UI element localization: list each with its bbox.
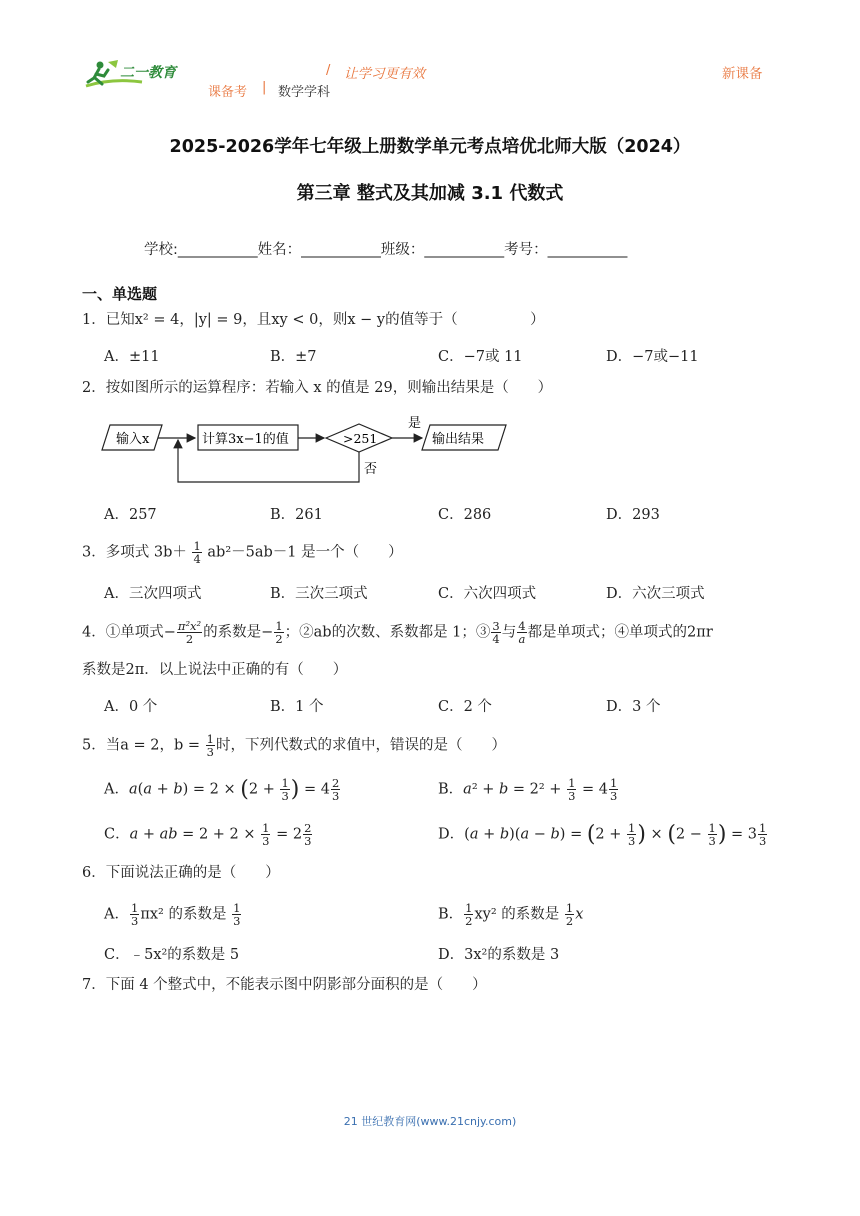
flow-no-label: 否	[364, 462, 378, 477]
q5-text-post: 时，下列代数式的求值中，错误的是（ ）	[215, 737, 506, 754]
question-6	[82, 863, 280, 883]
flow-output-label: 输出结果	[432, 432, 485, 447]
q3-option-a: A．三次四项式	[104, 586, 202, 602]
question-text: 已知x² = 4，|y| = 9，且xy < 0，则x − y的值等于（ ）	[105, 312, 545, 328]
question-text-post: ab²－5ab－1 是一个（ ）	[207, 544, 403, 561]
q5-option-a: A．a(a + b) = 2 × (2 + $\frac{1}{3}$ ) = 4 $\frac{2}{3}$	[104, 776, 340, 803]
q4-option-a: A．0 个	[104, 699, 158, 715]
question-number: 3．	[82, 544, 106, 561]
q4-option-b: B．1 个	[270, 699, 324, 715]
flow-input-label: 输入x	[116, 432, 150, 447]
fraction: $\frac{1}{2}$	[275, 619, 283, 646]
q1-option-d: D．−7或−11	[606, 349, 699, 365]
question-1	[82, 310, 545, 330]
q6-option-c: C．﹣5x²的系数是 5	[104, 947, 240, 963]
q3-option-c: C．六次四项式	[438, 586, 537, 602]
page-footer: 21 世纪教育网(www.21cnjy.com)	[343, 1115, 517, 1128]
q2-option-c: C．286	[438, 507, 492, 523]
header-tag-corner: 新课备	[722, 66, 763, 82]
doc-subtitle: 第三章 整式及其加减 3.1 代数式	[296, 183, 564, 204]
flow-yes-label: 是	[408, 416, 422, 431]
question-number: 1．	[82, 312, 106, 328]
q1-option-b: B．±7	[270, 349, 317, 365]
student-info-line: 学校:___________姓名：___________班级：___________考号：___________	[144, 242, 628, 258]
q5-option-c: C．a + ab = 2 + 2 × $\frac{1}{3}$ = 2 $\frac{2}{3}$	[104, 821, 312, 848]
fraction: $\frac{\text{π²x²}}{2}$	[177, 619, 202, 646]
flowchart-diagram	[100, 410, 520, 486]
question-number: 7．	[82, 977, 106, 993]
q4-text-e: 都是单项式；④单项式的2πr	[527, 624, 713, 641]
question-text: 按如图所示的运算程序：若输入 x 的值是 29，则输出结果是（ ）	[105, 380, 553, 396]
fraction: $\frac{1}{4}$	[193, 539, 201, 566]
section-heading: 一、单选题	[82, 285, 158, 303]
q6-option-a: A． $\frac{1}{3}$ πx² 的系数是 $\frac{1}{3}$	[104, 901, 241, 928]
header-tag-left: 课备考	[208, 85, 248, 100]
logo-text: 二一教育	[120, 65, 176, 81]
q5-option-d: D．(a + b)(a − b) = (2 + $\frac{1}{3}$ ) × (2 − $\frac{1}{3}$ ) = 3 $\frac{1}{3}$	[438, 821, 767, 848]
q2-option-b: B．261	[270, 507, 323, 523]
question-number: 4．	[82, 624, 106, 641]
q4-text-b: 的系数是−	[203, 624, 274, 641]
q3-option-b: B．三次三项式	[270, 586, 368, 602]
q4-option-d: D．3 个	[606, 699, 661, 715]
q2-option-d: D．293	[606, 507, 660, 523]
q6-option-b: B． $\frac{1}{2}$ xy² 的系数是 $\frac{1}{2}$ x	[438, 901, 584, 928]
doc-title: 2025-2026学年七年级上册数学单元考点培优北师大版（2024）	[169, 137, 691, 157]
fraction: $\frac{3}{4}$	[492, 619, 500, 646]
question-text-pre: 多项式 3b＋	[105, 544, 187, 561]
header-tag-right: 数学学科	[278, 85, 331, 100]
question-number: 5．	[82, 737, 106, 754]
q4-option-c: C．2 个	[438, 699, 492, 715]
q4-text-d: 与	[501, 624, 517, 641]
question-number: 2．	[82, 380, 106, 396]
q1-option-c: C．−7或 11	[438, 349, 523, 365]
q6-option-d: D．3x²的系数是 3	[438, 947, 560, 963]
q2-option-a: A．257	[104, 507, 157, 523]
question-5	[82, 733, 506, 758]
flowchart	[100, 410, 520, 486]
question-4	[82, 620, 713, 645]
q4-text-c: ；②ab的次数、系数都是 1；③	[284, 624, 491, 641]
header-slogan: 让学习更有效	[344, 66, 425, 82]
question-text: 下面说法正确的是（ ）	[105, 865, 280, 881]
q3-option-d: D．六次三项式	[606, 586, 705, 602]
q1-option-a: A．±11	[104, 349, 160, 365]
question-4-line2: 系数是2π．以上说法中正确的有（ ）	[82, 662, 348, 678]
q5-text-pre: 当a = 2，b =	[105, 737, 205, 754]
header-divider-slash: /	[326, 63, 331, 78]
question-number: 6．	[82, 865, 106, 881]
q4-text-a: ①单项式−	[105, 624, 176, 641]
fraction: $\frac{1}{3}$	[206, 732, 214, 759]
q5-option-b: B．a² + b = 2² + $\frac{1}{3}$ = 4 $\frac{1}{3}$	[438, 776, 618, 803]
flow-calc-label: 计算3x−1的值	[202, 432, 289, 447]
question-7	[82, 975, 487, 995]
question-3	[82, 540, 403, 565]
header-logo	[82, 56, 192, 92]
question-text: 下面 4 个整式中，不能表示图中阴影部分面积的是（ ）	[105, 977, 487, 993]
question-2	[82, 378, 552, 398]
header-tag-separator: |	[262, 80, 267, 95]
flow-condition-label: >251	[343, 431, 378, 446]
fraction: $\frac{4}{a}$	[518, 619, 526, 646]
